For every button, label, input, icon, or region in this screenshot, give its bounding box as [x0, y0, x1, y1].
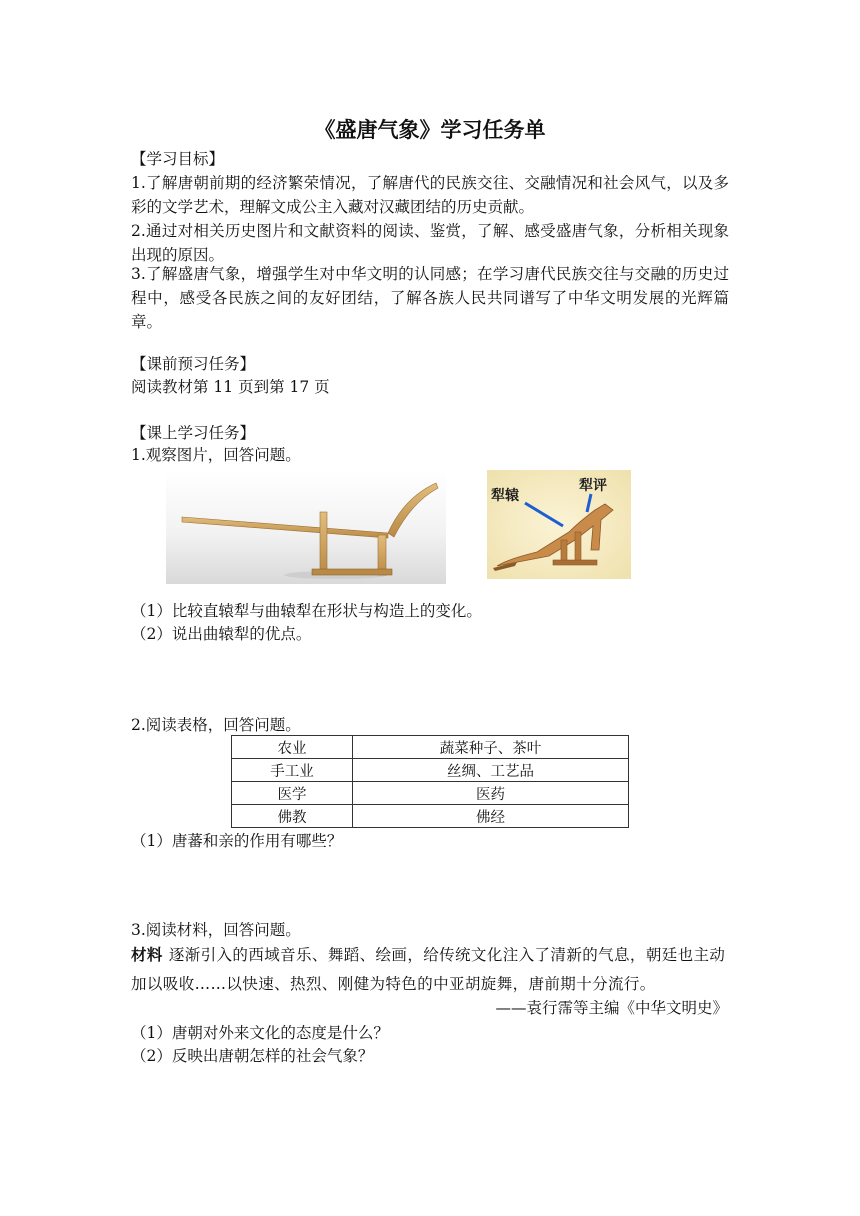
table-cell: 手工业 — [232, 759, 353, 782]
table-row — [232, 805, 629, 828]
classwork-heading: 【课上学习任务】 — [131, 424, 256, 442]
preview-heading: 【课前预习任务】 — [131, 355, 256, 373]
table-cell: 医药 — [353, 782, 629, 805]
table-cell: 佛教 — [232, 805, 353, 828]
table-cell: 丝绸、工艺品 — [353, 759, 629, 782]
goals-heading: 【学习目标】 — [131, 150, 225, 168]
task1-question-2: （2）说出曲辕犁的优点。 — [131, 625, 312, 643]
plough-beam-label: 犁辕 — [491, 488, 519, 504]
task3-prompt: 3.阅读材料，回答问题。 — [131, 921, 301, 939]
material-passage — [131, 941, 731, 999]
preview-text: 阅读教材第 11 页到第 17 页 — [131, 378, 330, 396]
material-label: 材料 — [131, 946, 163, 964]
table-cell: 医学 — [232, 782, 353, 805]
straight-plough-image — [166, 471, 446, 584]
table-row — [232, 759, 629, 782]
table-row — [232, 736, 629, 759]
page-title: 《盛唐气象》学习任务单 — [314, 118, 546, 142]
curved-plough-image — [487, 470, 631, 579]
goal-item-2: 2.通过对相关历史图片和文献资料的阅读、鉴赏，了解、感受盛唐气象，分析相关现象出现的原因。 — [131, 222, 729, 264]
table-cell: 农业 — [232, 736, 353, 759]
material-text: 逐渐引入的西域音乐、舞蹈、绘画，给传统文化注入了清新的气息，朝廷也主动加以吸收……以快速、热烈、刚健为特色的中亚胡旋舞，唐前期十分流行。 — [131, 946, 726, 993]
table-row — [232, 782, 629, 805]
material-source: ——袁行霈等主编《中华文明史》 — [495, 999, 728, 1017]
task2-prompt: 2.阅读表格，回答问题。 — [131, 716, 301, 734]
plough-adjuster-label: 犁评 — [579, 478, 607, 494]
table-cell: 佛经 — [353, 805, 629, 828]
task1-prompt: 1.观察图片，回答问题。 — [131, 446, 301, 464]
task2-question-1: （1）唐蕃和亲的作用有哪些？ — [131, 832, 343, 850]
trade-goods-table — [231, 735, 629, 828]
goal-item-1: 1.了解唐朝前期的经济繁荣情况，了解唐代的民族交往、交融情况和社会风气，以及多彩的文学艺术，理解文成公主入藏对汉藏团结的历史贡献。 — [131, 174, 729, 216]
task3-question-2: （2）反映出唐朝怎样的社会气象？ — [131, 1047, 374, 1065]
table-cell: 蔬菜种子、茶叶 — [353, 736, 629, 759]
task3-question-1: （1）唐朝对外来文化的态度是什么？ — [131, 1024, 389, 1042]
goal-item-3: 3.了解盛唐气象，增强学生对中华文明的认同感；在学习唐代民族交往与交融的历史过程中，感受各民族之间的友好团结，了解各族人民共同谱写了中华文明发展的光辉篇章。 — [131, 265, 729, 331]
task1-question-1: （1）比较直辕犁与曲辕犁在形状与构造上的变化。 — [131, 602, 482, 620]
